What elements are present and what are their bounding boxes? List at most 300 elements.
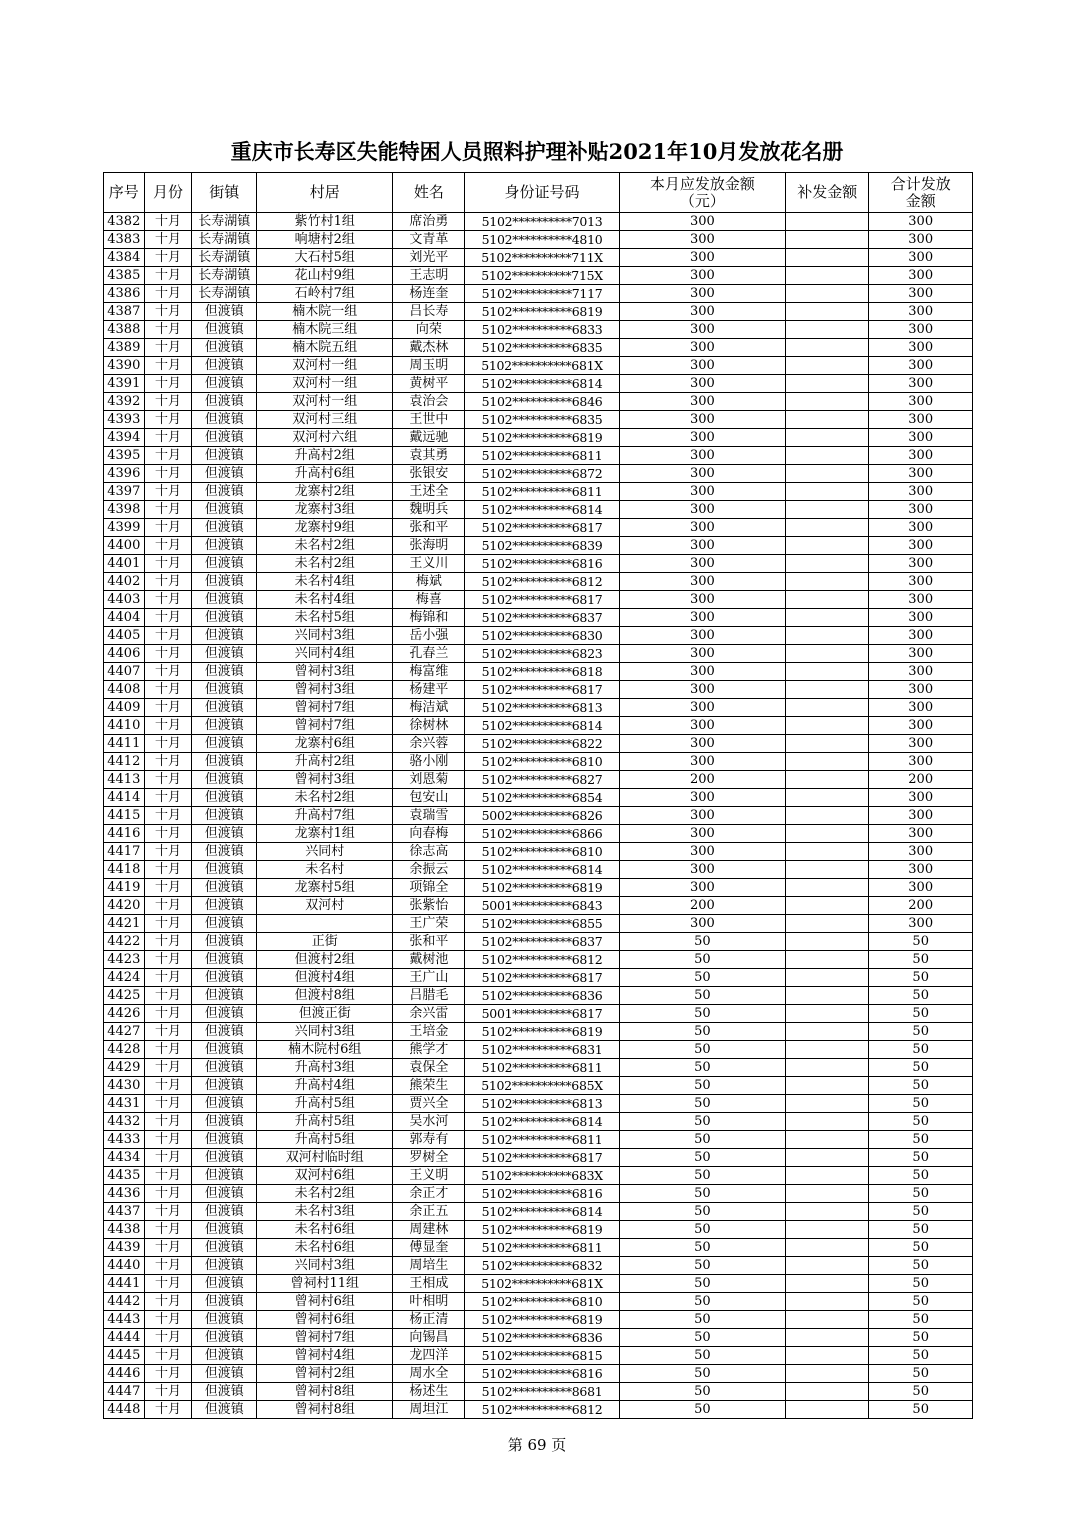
table-row — [104, 1149, 973, 1167]
seq-cell: 4433 — [104, 1131, 145, 1149]
amount-due-cell: 50 — [619, 1005, 785, 1023]
village-cell: 未名村2组 — [257, 537, 393, 555]
month-cell: 十月 — [144, 879, 192, 897]
amount-due-cell: 300 — [619, 429, 785, 447]
month-cell: 十月 — [144, 789, 192, 807]
amount-due-cell: 300 — [619, 681, 785, 699]
table-row — [104, 1113, 973, 1131]
name-cell: 傅显奎 — [393, 1239, 465, 1257]
table-row — [104, 1311, 973, 1329]
table-row — [104, 1365, 973, 1383]
id-cell: 5102**********6810 — [465, 843, 619, 861]
name-cell: 向荣 — [393, 321, 465, 339]
seq-cell: 4434 — [104, 1149, 145, 1167]
id-cell: 5102**********6855 — [465, 915, 619, 933]
amount-due-cell: 300 — [619, 735, 785, 753]
month-cell: 十月 — [144, 555, 192, 573]
header-name: 姓名 — [393, 173, 465, 213]
table-row — [104, 1293, 973, 1311]
town-cell: 但渡镇 — [192, 879, 257, 897]
amount-due-cell: 50 — [619, 1275, 785, 1293]
amount-due-cell: 50 — [619, 1239, 785, 1257]
table-row — [104, 483, 973, 501]
total-cell: 300 — [869, 573, 973, 591]
supplement-cell — [786, 1221, 869, 1239]
supplement-cell — [786, 807, 869, 825]
month-cell: 十月 — [144, 1077, 192, 1095]
table-row — [104, 1275, 973, 1293]
total-cell: 200 — [869, 897, 973, 915]
total-cell: 300 — [869, 483, 973, 501]
village-cell — [257, 915, 393, 933]
header-id-number: 身份证号码 — [465, 173, 619, 213]
town-cell: 但渡镇 — [192, 1293, 257, 1311]
amount-due-cell: 300 — [619, 375, 785, 393]
total-cell: 300 — [869, 357, 973, 375]
amount-due-cell: 300 — [619, 789, 785, 807]
town-cell: 长寿湖镇 — [192, 285, 257, 303]
table-row — [104, 825, 973, 843]
village-cell: 升高村3组 — [257, 1059, 393, 1077]
id-cell: 5102**********4810 — [465, 231, 619, 249]
seq-cell: 4408 — [104, 681, 145, 699]
village-cell: 未名村5组 — [257, 609, 393, 627]
table-row — [104, 969, 973, 987]
name-cell: 余正五 — [393, 1203, 465, 1221]
total-cell: 300 — [869, 231, 973, 249]
name-cell: 龙四洋 — [393, 1347, 465, 1365]
header-total-line1: 合计发放 — [890, 174, 951, 193]
header-total-line2: 金额 — [905, 191, 936, 210]
seq-cell: 4398 — [104, 501, 145, 519]
id-cell: 5002**********6826 — [465, 807, 619, 825]
id-cell: 5102**********6813 — [465, 699, 619, 717]
name-cell: 袁治会 — [393, 393, 465, 411]
table-row — [104, 1257, 973, 1275]
total-cell: 300 — [869, 537, 973, 555]
table-row — [104, 375, 973, 393]
supplement-cell — [786, 1185, 869, 1203]
total-cell: 300 — [869, 285, 973, 303]
seq-cell: 4439 — [104, 1239, 145, 1257]
name-cell: 余振云 — [393, 861, 465, 879]
header-supplement: 补发金额 — [786, 173, 869, 213]
seq-cell: 4437 — [104, 1203, 145, 1221]
table-row — [104, 1023, 973, 1041]
month-cell: 十月 — [144, 933, 192, 951]
seq-cell: 4414 — [104, 789, 145, 807]
month-cell: 十月 — [144, 1149, 192, 1167]
month-cell: 十月 — [144, 915, 192, 933]
seq-cell: 4447 — [104, 1383, 145, 1401]
supplement-cell — [786, 915, 869, 933]
supplement-cell — [786, 1131, 869, 1149]
supplement-cell — [786, 573, 869, 591]
month-cell: 十月 — [144, 1257, 192, 1275]
amount-due-cell: 300 — [619, 465, 785, 483]
id-cell: 5102**********685X — [465, 1077, 619, 1095]
name-cell: 吕腊毛 — [393, 987, 465, 1005]
name-cell: 戴树池 — [393, 951, 465, 969]
village-cell: 双河村六组 — [257, 429, 393, 447]
month-cell: 十月 — [144, 213, 192, 231]
village-cell: 升高村5组 — [257, 1113, 393, 1131]
supplement-cell — [786, 825, 869, 843]
town-cell: 但渡镇 — [192, 753, 257, 771]
month-cell: 十月 — [144, 1095, 192, 1113]
month-cell: 十月 — [144, 501, 192, 519]
id-cell: 5102**********6836 — [465, 987, 619, 1005]
name-cell: 梅锦和 — [393, 609, 465, 627]
supplement-cell — [786, 1257, 869, 1275]
table-row — [104, 1059, 973, 1077]
month-cell: 十月 — [144, 1059, 192, 1077]
town-cell: 但渡镇 — [192, 411, 257, 429]
name-cell: 项锦全 — [393, 879, 465, 897]
name-cell: 王志明 — [393, 267, 465, 285]
total-cell: 300 — [869, 807, 973, 825]
name-cell: 梅洁斌 — [393, 699, 465, 717]
seq-cell: 4391 — [104, 375, 145, 393]
seq-cell: 4421 — [104, 915, 145, 933]
village-cell: 兴同村3组 — [257, 1023, 393, 1041]
month-cell: 十月 — [144, 537, 192, 555]
amount-due-cell: 300 — [619, 501, 785, 519]
month-cell: 十月 — [144, 465, 192, 483]
supplement-cell — [786, 753, 869, 771]
village-cell: 石岭村7组 — [257, 285, 393, 303]
total-cell: 300 — [869, 915, 973, 933]
amount-due-cell: 50 — [619, 969, 785, 987]
village-cell: 升高村7组 — [257, 807, 393, 825]
total-cell: 50 — [869, 1347, 973, 1365]
amount-due-cell: 300 — [619, 483, 785, 501]
name-cell: 贾兴全 — [393, 1095, 465, 1113]
id-cell: 5001**********6817 — [465, 1005, 619, 1023]
id-cell: 5102**********6812 — [465, 573, 619, 591]
seq-cell: 4390 — [104, 357, 145, 375]
id-cell: 5102**********6812 — [465, 951, 619, 969]
id-cell: 5102**********715X — [465, 267, 619, 285]
table-row — [104, 807, 973, 825]
total-cell: 300 — [869, 411, 973, 429]
table-row — [104, 591, 973, 609]
table-row — [104, 699, 973, 717]
name-cell: 罗树全 — [393, 1149, 465, 1167]
supplement-cell — [786, 1077, 869, 1095]
table-row — [104, 1041, 973, 1059]
amount-due-cell: 300 — [619, 915, 785, 933]
supplement-cell — [786, 321, 869, 339]
village-cell: 龙寨村9组 — [257, 519, 393, 537]
name-cell: 骆小刚 — [393, 753, 465, 771]
table-row — [104, 987, 973, 1005]
village-cell: 兴同村3组 — [257, 1257, 393, 1275]
supplement-cell — [786, 339, 869, 357]
seq-cell: 4382 — [104, 213, 145, 231]
name-cell: 吴水河 — [393, 1113, 465, 1131]
village-cell: 双河村临时组 — [257, 1149, 393, 1167]
total-cell: 300 — [869, 861, 973, 879]
town-cell: 但渡镇 — [192, 591, 257, 609]
town-cell: 但渡镇 — [192, 789, 257, 807]
total-cell: 50 — [869, 1077, 973, 1095]
village-cell: 楠木院三组 — [257, 321, 393, 339]
village-cell: 双河村一组 — [257, 357, 393, 375]
month-cell: 十月 — [144, 357, 192, 375]
total-cell: 300 — [869, 375, 973, 393]
id-cell: 5102**********6837 — [465, 933, 619, 951]
table-row — [104, 627, 973, 645]
town-cell: 但渡镇 — [192, 897, 257, 915]
name-cell: 岳小强 — [393, 627, 465, 645]
month-cell: 十月 — [144, 285, 192, 303]
village-cell: 但渡村4组 — [257, 969, 393, 987]
month-cell: 十月 — [144, 987, 192, 1005]
town-cell: 但渡镇 — [192, 573, 257, 591]
supplement-cell — [786, 861, 869, 879]
supplement-cell — [786, 537, 869, 555]
seq-cell: 4387 — [104, 303, 145, 321]
header-amount-due-line2: （元） — [679, 191, 725, 210]
name-cell: 戴杰林 — [393, 339, 465, 357]
month-cell: 十月 — [144, 753, 192, 771]
id-cell: 5102**********6814 — [465, 1113, 619, 1131]
supplement-cell — [786, 1311, 869, 1329]
seq-cell: 4401 — [104, 555, 145, 573]
id-cell: 5102**********6833 — [465, 321, 619, 339]
amount-due-cell: 300 — [619, 447, 785, 465]
total-cell: 300 — [869, 609, 973, 627]
supplement-cell — [786, 393, 869, 411]
table-row — [104, 753, 973, 771]
id-cell: 5102**********6832 — [465, 1257, 619, 1275]
table-row — [104, 789, 973, 807]
seq-cell: 4424 — [104, 969, 145, 987]
table-row — [104, 1221, 973, 1239]
seq-cell: 4423 — [104, 951, 145, 969]
seq-cell: 4403 — [104, 591, 145, 609]
supplement-cell — [786, 1293, 869, 1311]
supplement-cell — [786, 357, 869, 375]
id-cell: 5102**********6835 — [465, 411, 619, 429]
id-cell: 5102**********6819 — [465, 1023, 619, 1041]
table-row — [104, 321, 973, 339]
total-cell: 300 — [869, 879, 973, 897]
id-cell: 5102**********6812 — [465, 1401, 619, 1419]
supplement-cell — [786, 249, 869, 267]
table-row — [104, 1185, 973, 1203]
seq-cell: 4415 — [104, 807, 145, 825]
village-cell: 兴同村3组 — [257, 627, 393, 645]
town-cell: 但渡镇 — [192, 645, 257, 663]
amount-due-cell: 300 — [619, 825, 785, 843]
table-row — [104, 1095, 973, 1113]
seq-cell: 4386 — [104, 285, 145, 303]
month-cell: 十月 — [144, 519, 192, 537]
total-cell: 300 — [869, 699, 973, 717]
village-cell: 双河村一组 — [257, 393, 393, 411]
total-cell: 300 — [869, 717, 973, 735]
town-cell: 但渡镇 — [192, 681, 257, 699]
amount-due-cell: 300 — [619, 843, 785, 861]
name-cell: 周坦江 — [393, 1401, 465, 1419]
month-cell: 十月 — [144, 843, 192, 861]
total-cell: 50 — [869, 1221, 973, 1239]
table-row — [104, 717, 973, 735]
seq-cell: 4429 — [104, 1059, 145, 1077]
seq-cell: 4420 — [104, 897, 145, 915]
seq-cell: 4432 — [104, 1113, 145, 1131]
name-cell: 王相成 — [393, 1275, 465, 1293]
name-cell: 周建林 — [393, 1221, 465, 1239]
table-row — [104, 555, 973, 573]
amount-due-cell: 300 — [619, 357, 785, 375]
seq-cell: 4412 — [104, 753, 145, 771]
town-cell: 但渡镇 — [192, 1167, 257, 1185]
seq-cell: 4383 — [104, 231, 145, 249]
town-cell: 但渡镇 — [192, 321, 257, 339]
seq-cell: 4400 — [104, 537, 145, 555]
supplement-cell — [786, 429, 869, 447]
town-cell: 但渡镇 — [192, 537, 257, 555]
supplement-cell — [786, 663, 869, 681]
total-cell: 300 — [869, 735, 973, 753]
name-cell: 周水全 — [393, 1365, 465, 1383]
id-cell: 5102**********6830 — [465, 627, 619, 645]
total-cell: 50 — [869, 951, 973, 969]
amount-due-cell: 300 — [619, 519, 785, 537]
table-row — [104, 447, 973, 465]
table-row — [104, 429, 973, 447]
village-cell: 未名村2组 — [257, 555, 393, 573]
town-cell: 但渡镇 — [192, 843, 257, 861]
village-cell: 双河村6组 — [257, 1167, 393, 1185]
month-cell: 十月 — [144, 825, 192, 843]
name-cell: 张紫怡 — [393, 897, 465, 915]
amount-due-cell: 50 — [619, 1347, 785, 1365]
town-cell: 但渡镇 — [192, 717, 257, 735]
id-cell: 5102**********6817 — [465, 519, 619, 537]
id-cell: 5102**********6819 — [465, 1311, 619, 1329]
town-cell: 但渡镇 — [192, 825, 257, 843]
town-cell: 但渡镇 — [192, 1203, 257, 1221]
village-cell: 曾祠村3组 — [257, 663, 393, 681]
village-cell: 曾祠村3组 — [257, 681, 393, 699]
seq-cell: 4422 — [104, 933, 145, 951]
month-cell: 十月 — [144, 429, 192, 447]
supplement-cell — [786, 465, 869, 483]
table-row — [104, 609, 973, 627]
village-cell: 正街 — [257, 933, 393, 951]
village-cell: 曾祠村6组 — [257, 1311, 393, 1329]
town-cell: 但渡镇 — [192, 1113, 257, 1131]
amount-due-cell: 50 — [619, 1383, 785, 1401]
total-cell: 300 — [869, 501, 973, 519]
id-cell: 5102**********6811 — [465, 1059, 619, 1077]
amount-due-cell: 300 — [619, 213, 785, 231]
town-cell: 但渡镇 — [192, 933, 257, 951]
village-cell: 兴同村4组 — [257, 645, 393, 663]
total-cell: 300 — [869, 519, 973, 537]
total-cell: 50 — [869, 1293, 973, 1311]
village-cell: 未名村2组 — [257, 1185, 393, 1203]
table-row — [104, 1347, 973, 1365]
town-cell: 但渡镇 — [192, 1329, 257, 1347]
amount-due-cell: 300 — [619, 627, 785, 645]
table-row — [104, 663, 973, 681]
town-cell: 但渡镇 — [192, 1365, 257, 1383]
month-cell: 十月 — [144, 393, 192, 411]
total-cell: 300 — [869, 555, 973, 573]
supplement-cell — [786, 699, 869, 717]
id-cell: 5102**********6835 — [465, 339, 619, 357]
name-cell: 王世中 — [393, 411, 465, 429]
name-cell: 刘恩菊 — [393, 771, 465, 789]
amount-due-cell: 50 — [619, 1059, 785, 1077]
table-row — [104, 501, 973, 519]
name-cell: 袁其勇 — [393, 447, 465, 465]
table-row — [104, 519, 973, 537]
month-cell: 十月 — [144, 1329, 192, 1347]
supplement-cell — [786, 1383, 869, 1401]
seq-cell: 4407 — [104, 663, 145, 681]
town-cell: 但渡镇 — [192, 1239, 257, 1257]
village-cell: 未名村4组 — [257, 573, 393, 591]
seq-cell: 4392 — [104, 393, 145, 411]
seq-cell: 4399 — [104, 519, 145, 537]
total-cell: 300 — [869, 429, 973, 447]
amount-due-cell: 50 — [619, 1329, 785, 1347]
amount-due-cell: 300 — [619, 807, 785, 825]
id-cell: 5102**********681X — [465, 357, 619, 375]
town-cell: 长寿湖镇 — [192, 267, 257, 285]
town-cell: 但渡镇 — [192, 465, 257, 483]
id-cell: 5102**********7013 — [465, 213, 619, 231]
id-cell: 5102**********683X — [465, 1167, 619, 1185]
total-cell: 50 — [869, 1203, 973, 1221]
supplement-cell — [786, 681, 869, 699]
seq-cell: 4416 — [104, 825, 145, 843]
table-row — [104, 573, 973, 591]
supplement-cell — [786, 897, 869, 915]
amount-due-cell: 200 — [619, 771, 785, 789]
village-cell: 但渡村8组 — [257, 987, 393, 1005]
table-row — [104, 843, 973, 861]
name-cell: 周玉明 — [393, 357, 465, 375]
total-cell: 50 — [869, 1239, 973, 1257]
month-cell: 十月 — [144, 609, 192, 627]
village-cell: 但渡村2组 — [257, 951, 393, 969]
seq-cell: 4428 — [104, 1041, 145, 1059]
supplement-cell — [786, 645, 869, 663]
village-cell: 曾祠村3组 — [257, 771, 393, 789]
seq-cell: 4431 — [104, 1095, 145, 1113]
total-cell: 50 — [869, 1401, 973, 1419]
supplement-cell — [786, 1347, 869, 1365]
total-cell: 50 — [869, 1005, 973, 1023]
town-cell: 长寿湖镇 — [192, 213, 257, 231]
total-cell: 50 — [869, 1059, 973, 1077]
town-cell: 但渡镇 — [192, 375, 257, 393]
village-cell: 楠木院一组 — [257, 303, 393, 321]
supplement-cell — [786, 1005, 869, 1023]
month-cell: 十月 — [144, 1239, 192, 1257]
name-cell: 吕长寿 — [393, 303, 465, 321]
total-cell: 50 — [869, 987, 973, 1005]
id-cell: 5102**********6814 — [465, 501, 619, 519]
town-cell: 但渡镇 — [192, 951, 257, 969]
